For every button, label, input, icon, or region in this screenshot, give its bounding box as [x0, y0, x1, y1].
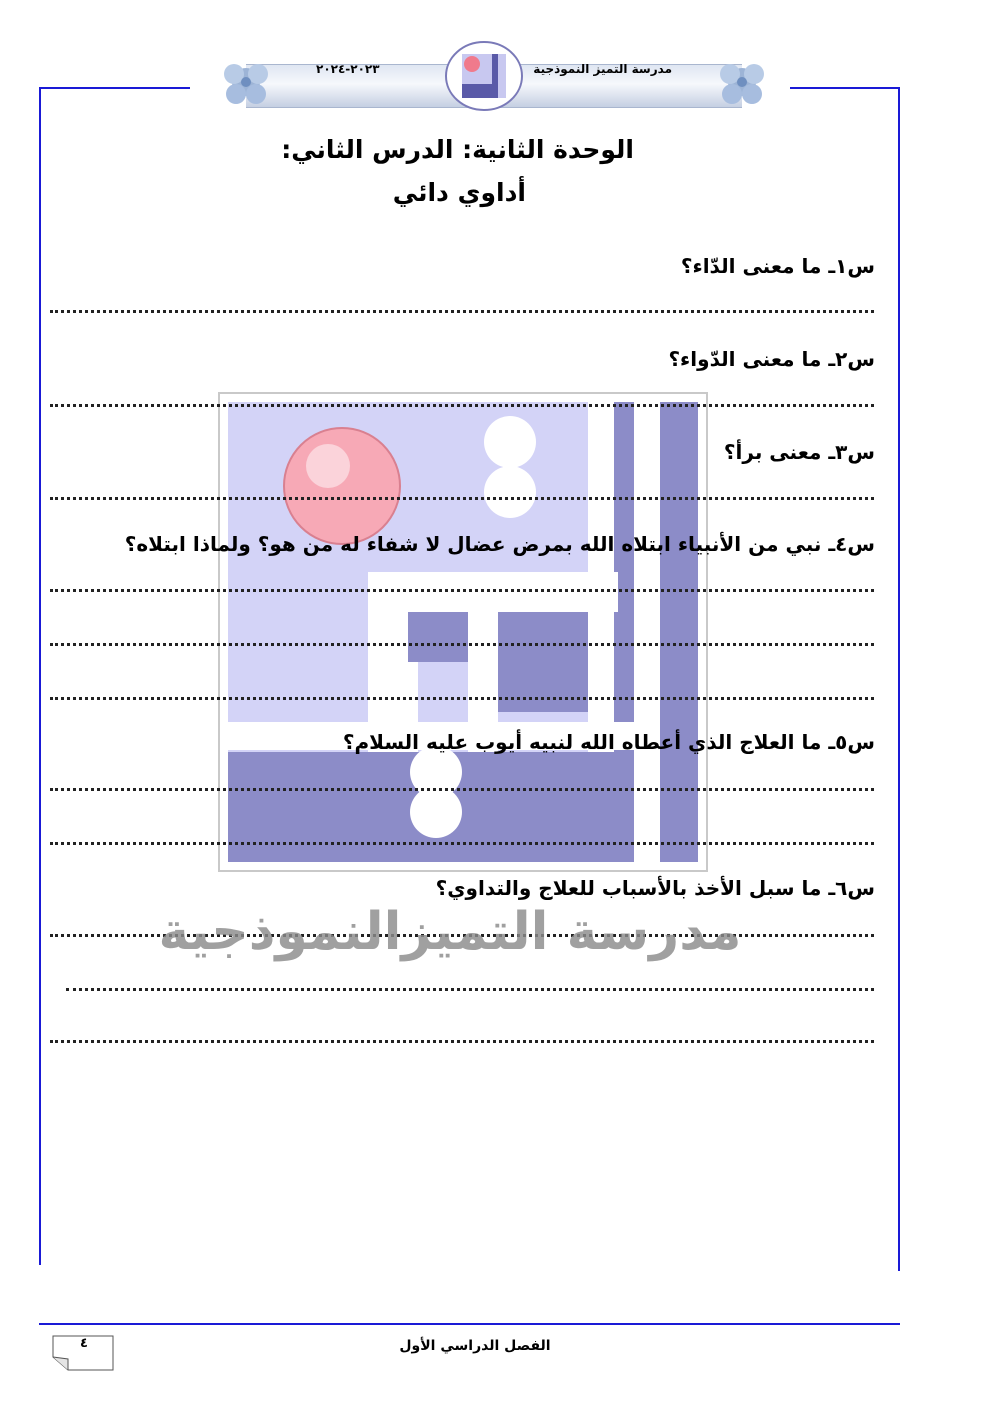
question-1: س١ـ ما معنى الدّاء؟	[680, 254, 875, 278]
watermark-logo-icon	[218, 392, 708, 872]
question-6: س٦ـ ما سبل الأخذ بالأسباب للعلاج والتداوي؟	[435, 876, 875, 900]
footer-semester: الفصل الدراسي الأول	[399, 1338, 551, 1354]
answer-line-5a	[50, 788, 874, 791]
frame-left	[39, 87, 41, 1265]
answer-line-1	[50, 310, 874, 313]
flower-ornament-icon	[216, 52, 276, 112]
frame-top-right	[790, 87, 900, 89]
footer-rule	[39, 1323, 900, 1325]
answer-line-4a	[50, 589, 874, 592]
answer-line-4c	[50, 697, 874, 700]
answer-line-5b	[50, 842, 874, 845]
lesson-title: الوحدة الثانية: الدرس الثاني:	[281, 135, 634, 164]
header-banner	[216, 46, 772, 126]
question-2: س٢ـ ما معنى الدّواء؟	[668, 347, 875, 371]
watermark-school-name: مدرسة التميزالنموذجية	[158, 902, 742, 962]
answer-line-6b	[66, 988, 874, 991]
answer-line-2	[50, 404, 874, 407]
school-logo-icon	[444, 40, 524, 112]
answer-line-4b	[50, 643, 874, 646]
flower-ornament-icon	[712, 52, 772, 112]
page-number: ٤	[80, 1336, 88, 1351]
frame-right	[898, 87, 900, 1271]
answer-line-6c	[50, 1040, 874, 1043]
frame-top-left	[39, 87, 190, 89]
banner-year: ٢٠٢٣-٢٠٢٤	[316, 62, 380, 76]
banner-school-name: مدرسة التميز النموذجية	[533, 62, 672, 76]
answer-line-3	[50, 497, 874, 500]
question-5: س٥ـ ما العلاج الذي أعطاه الله لنبيه أيوب عليه السلام؟	[342, 730, 875, 754]
lesson-subtitle: أداوي دائي	[392, 178, 526, 207]
question-3: س٣ـ معنى برأ؟	[723, 440, 875, 464]
question-4: س٤ـ نبي من الأنبياء ابتلاه الله بمرض عضال لا شفاء له من هو؟ ولماذا ابتلاه؟	[124, 532, 875, 556]
